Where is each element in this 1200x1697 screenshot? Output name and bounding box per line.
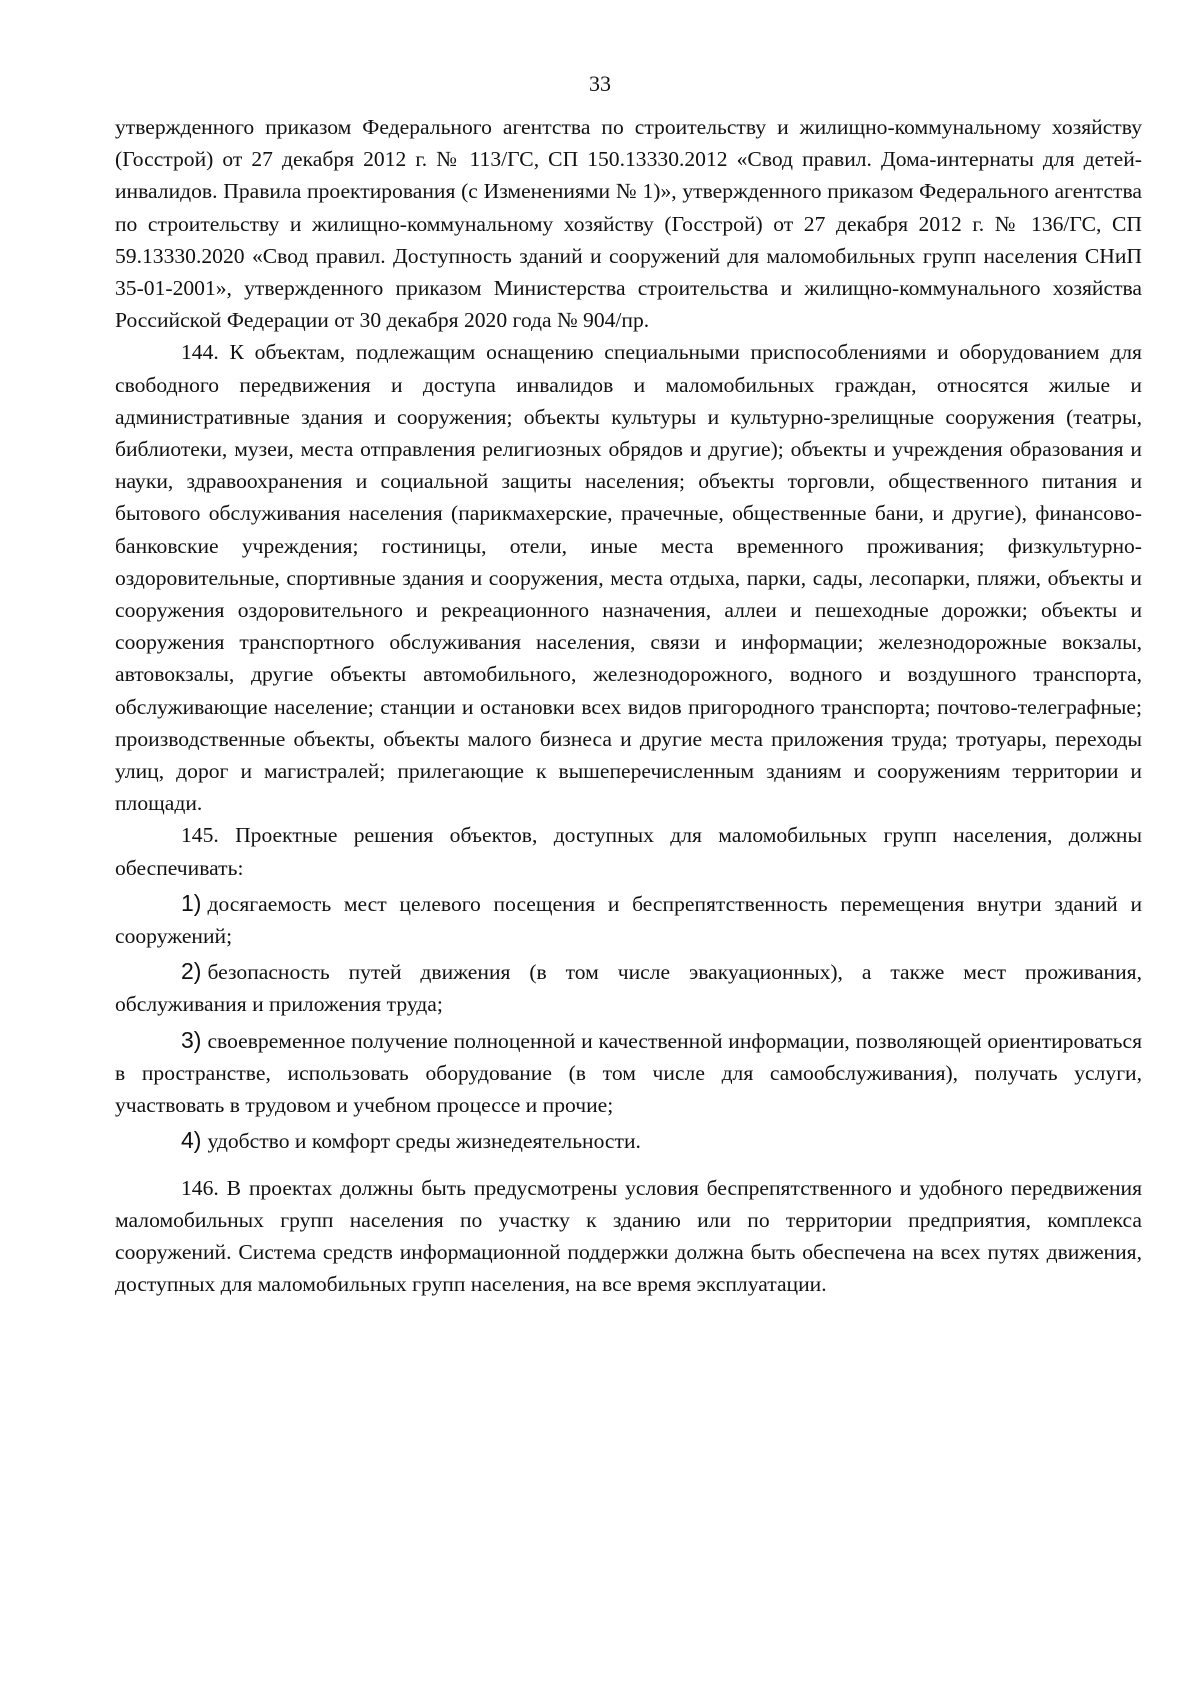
list-item-text: удобство и комфорт среды жизнедеятельности. bbox=[207, 1129, 641, 1154]
paragraph-144: 144. К объектам, подлежащим оснащению специальными приспособлениями и оборудованием для свободного передвижения и доступа инвалидов и маломобильных граждан, относятся жилые и административные здания и сооружения; объекты культуры и культурно-зрелищные сооружения (театры, библиотеки, музеи, места отправления религиозных обрядов и другие); объекты и учреждения образования и науки, здравоохранения и социальной защиты населения; объекты торговли, общественного питания и бытового обслуживания населения (парикмахерские, прачечные, общественные бани, и другие), финансово-банковские учреждения; гостиницы, отели, иные места временного проживания; физкультурно-оздоровительные, спортивные здания и сооружения, места отдыха, парки, сады, лесопарки, пляжи, объекты и сооружения оздоровительного и рекреационного назначения, аллеи и пешеходные дорожки; объекты и сооружения транспортного обслуживания населения, связи и информации; железнодорожные вокзалы, автовокзалы, другие объекты автомобильного, железнодорожного, водного и воздушного транспорта, обслуживающие население; станции и остановки всех видов пригородного транспорта; почтово-телеграфные; производственные объекты, объекты малого бизнеса и другие места приложения труда; тротуары, переходы улиц, дорог и магистралей; прилегающие к вышеперечисленным зданиям и сооружениям территории и площади. bbox=[115, 340, 1142, 816]
list-item-text: досягаемость мест целевого посещения и беспрепятственность перемещения внутри зданий и сооружений; bbox=[115, 891, 1142, 949]
list-item-text: безопасность путей движения (в том числе эвакуационных), а также мест проживания, обслуживания и приложения труда; bbox=[115, 960, 1142, 1017]
list-item bbox=[115, 887, 1142, 952]
page-number: 33 bbox=[589, 71, 611, 96]
paragraph-145: 145. Проектные решения объектов, доступных для маломобильных групп населения, должны обеспечивать: bbox=[115, 823, 1142, 880]
list-145 bbox=[115, 887, 1142, 1158]
list-item-text: своевременное получение полноценной и качественной информации, позволяющей ориентироваться в пространстве, использовать оборудование (в том числе для самообслуживания), получать услуги, участвовать в трудовом и учебном процессе и прочие; bbox=[115, 1028, 1142, 1118]
list-item-number: 3) bbox=[181, 1026, 202, 1053]
paragraph-continuation: утвержденного приказом Федерального агентства по строительству и жилищно-коммунальному хозяйству (Госстрой) от 27 декабря 2012 г. № 113/ГС, СП 150.13330.2012 «Свод правил. Дома-интернаты для детей-инвалидов. Правила проектирования (с Изменениями № 1)», утвержденного приказом Федерального агентства по строительству и жилищно-коммунальному хозяйству (Госстрой) от 27 декабря 2012 г. № 136/ГС, СП 59.13330.2020 «Свод правил. Доступность зданий и сооружений для маломобильных групп населения СНиП 35-01-2001», утвержденного приказом Министерства строительства и жилищно-коммунального хозяйства Российской Федерации от 30 декабря 2020 года № 904/пр. bbox=[115, 115, 1142, 333]
document-body bbox=[115, 111, 1142, 1300]
list-item-number: 1) bbox=[181, 889, 202, 916]
list-item bbox=[115, 1124, 1142, 1157]
paragraph-146: 146. В проектах должны быть предусмотрены условия беспрепятственного и удобного передвижения маломобильных групп населения по участку к зданию или по территории предприятия, комплекса сооружений. Система средств информационной поддержки должна быть обеспечена на всех путях движения, доступных для маломобильных групп населения, на все время эксплуатации. bbox=[115, 1175, 1142, 1297]
list-item bbox=[115, 1024, 1142, 1122]
list-item-number: 4) bbox=[181, 1127, 202, 1154]
list-item bbox=[115, 955, 1142, 1020]
list-item-number: 2) bbox=[181, 958, 202, 985]
